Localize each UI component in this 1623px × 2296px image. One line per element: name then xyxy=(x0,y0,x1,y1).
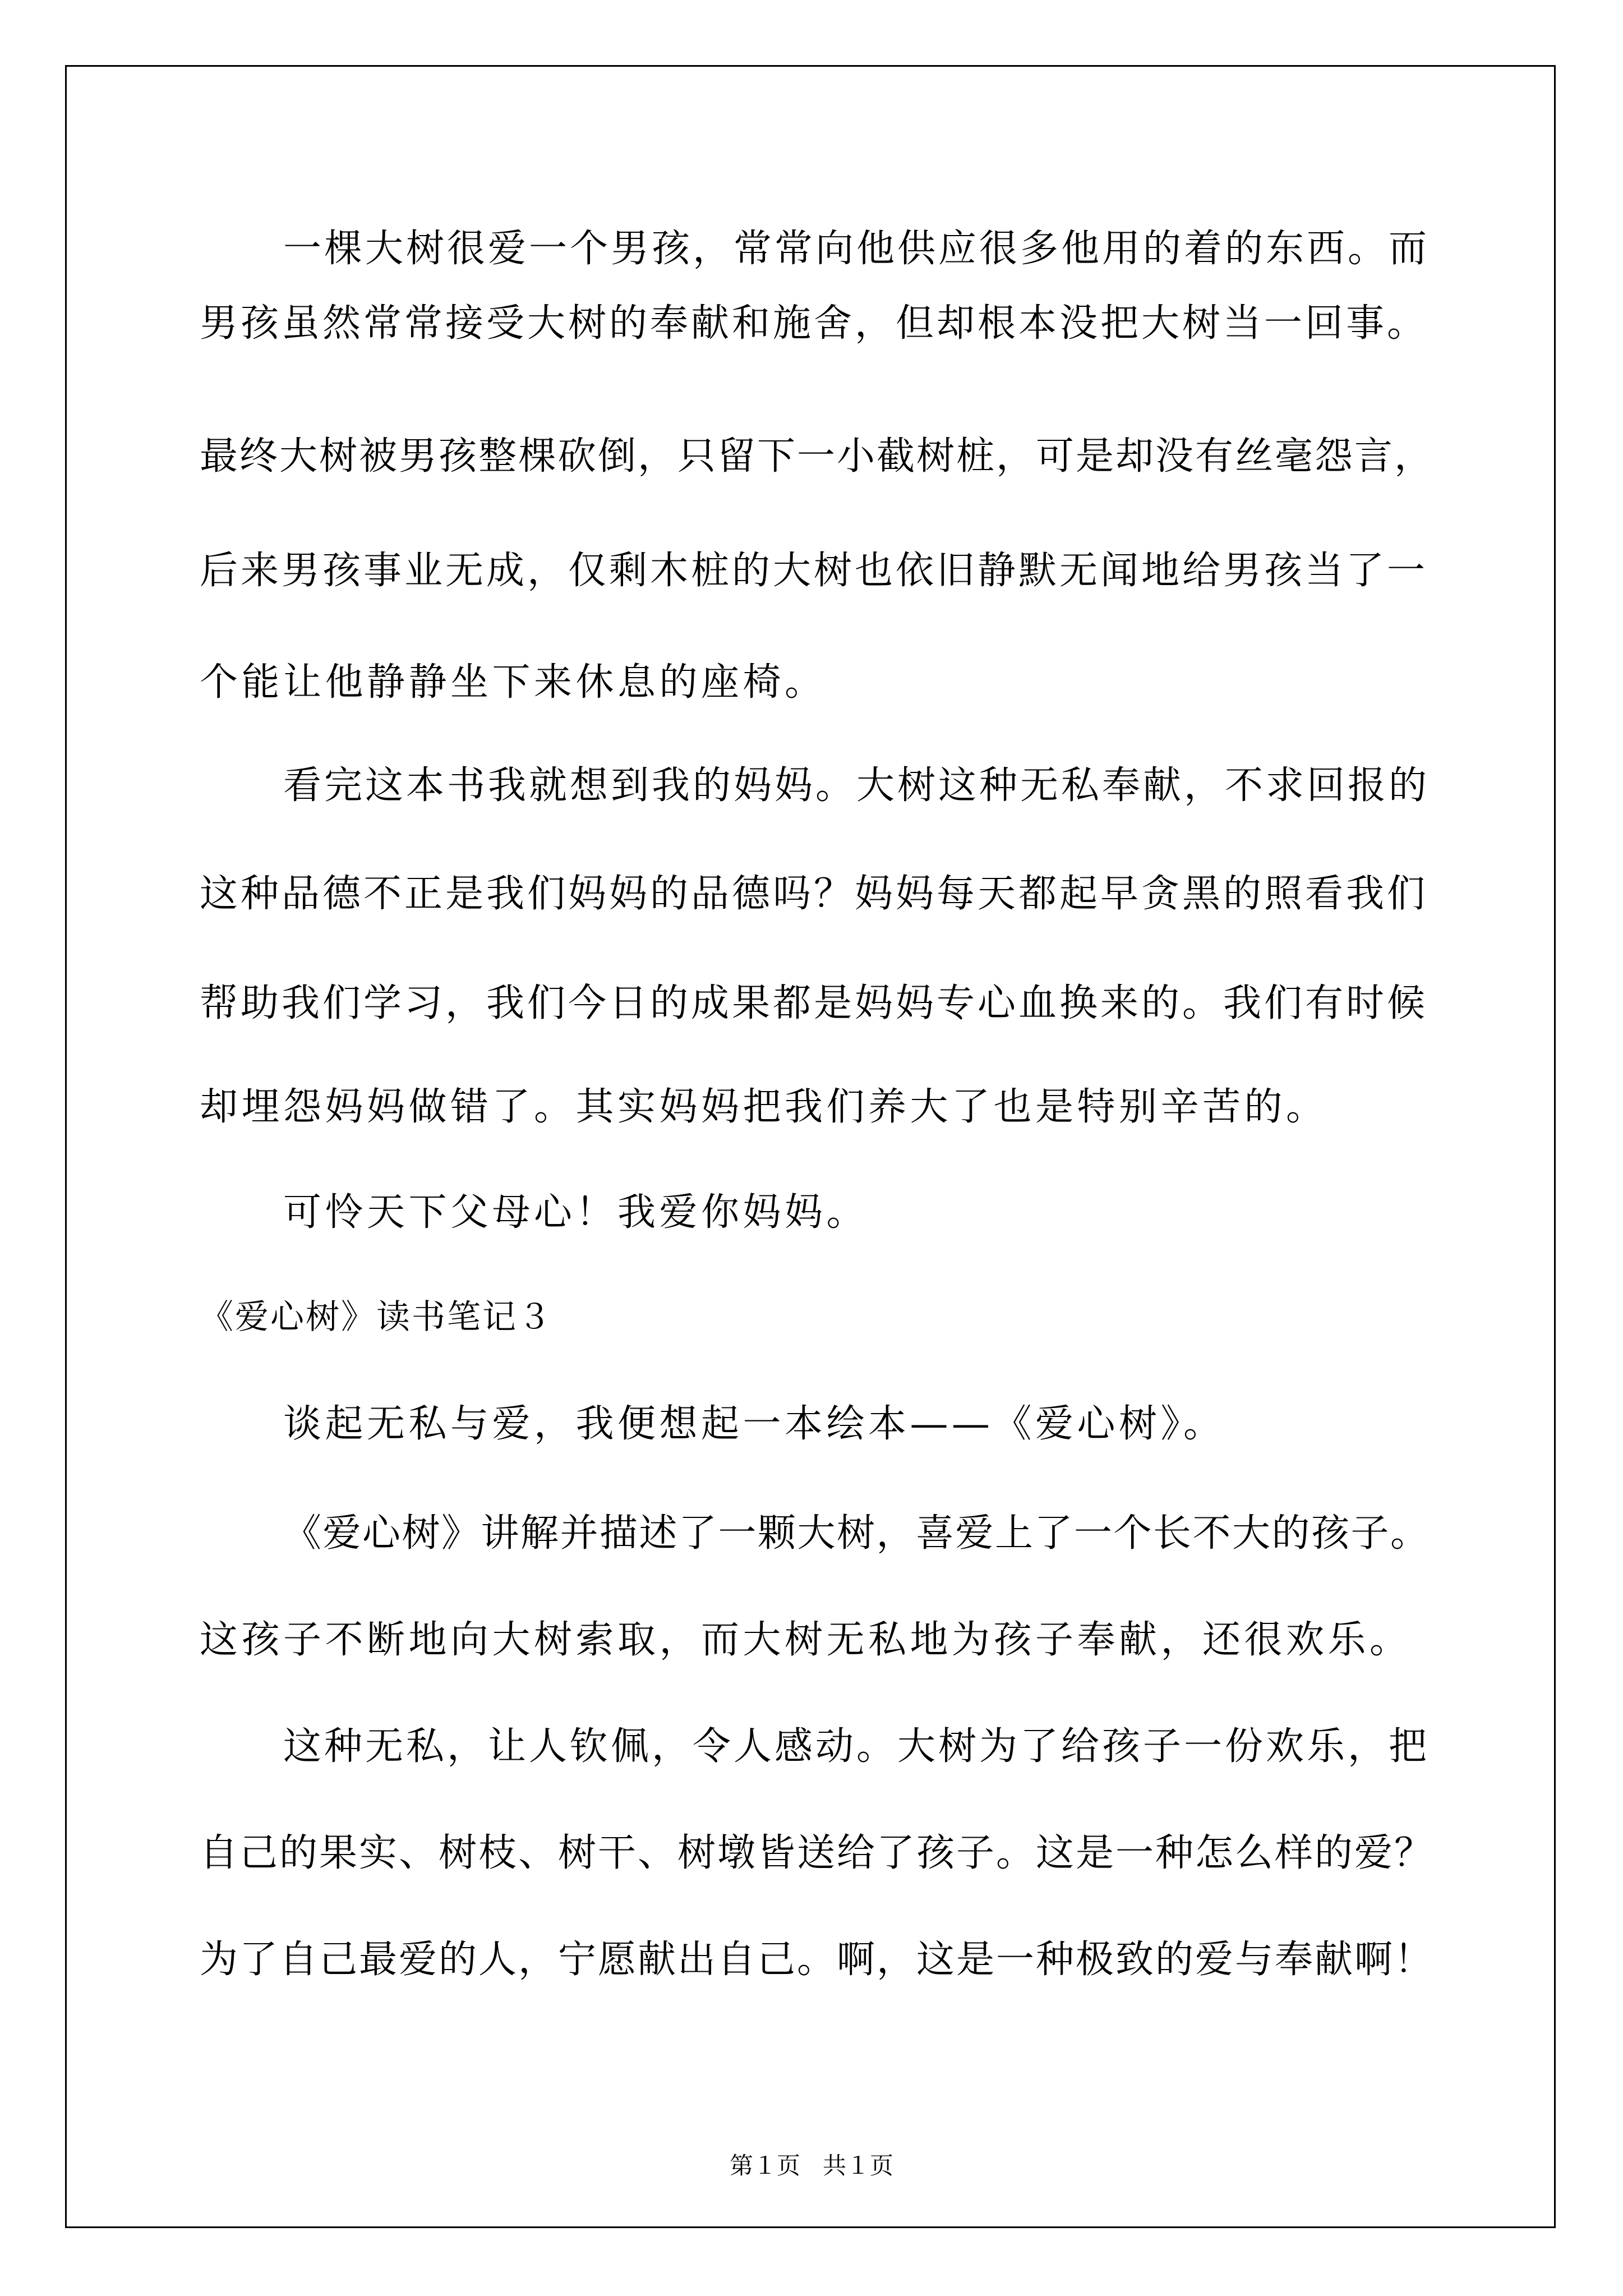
paragraph-2-line-3: 帮助我们学习，我们今日的成果都是妈妈专心血换来的。我们有时候 xyxy=(200,981,1428,1025)
paragraph-1-line-2: 男孩虽然常常接受大树的奉献和施舍，但却根本没把大树当一回事。 xyxy=(200,301,1428,346)
paragraph-2-line-1: 看完这本书我就想到我的妈妈。大树这种无私奉献，不求回报的 xyxy=(283,763,1430,808)
paragraph-5-line-1: 《爱心树》讲解并描述了一颗大树，喜爱上了一个长不大的孩子。 xyxy=(283,1511,1430,1556)
paragraph-6-line-3: 为了自己最爱的人，宁愿献出自己。啊，这是一种极致的爱与奉献啊！ xyxy=(200,1938,1435,1982)
page-footer xyxy=(0,2154,1623,2178)
page-border xyxy=(65,65,1556,2228)
paragraph-6-line-2: 自己的果实、树枝、树干、树墩皆送给了孩子。这是一种怎么样的爱？ xyxy=(200,1831,1435,1875)
paragraph-2-line-2: 这种品德不正是我们妈妈的品德吗？妈妈每天都起早贪黑的照看我们 xyxy=(200,872,1428,916)
paragraph-6-line-1: 这种无私，让人钦佩，令人感动。大树为了给孩子一份欢乐，把 xyxy=(283,1724,1430,1769)
paragraph-2-line-4: 却埋怨妈妈做错了。其实妈妈把我们养大了也是特别辛苦的。 xyxy=(200,1085,1328,1129)
paragraph-5-line-2: 这孩子不断地向大树索取，而大树无私地为孩子奉献，还很欢乐。 xyxy=(200,1618,1412,1662)
paragraph-3-line-1: 可怜天下父母心！我爱你妈妈。 xyxy=(283,1190,869,1235)
paragraph-1-line-1: 一棵大树很爱一个男孩，常常向他供应很多他用的着的东西。而 xyxy=(283,227,1430,271)
section-heading: 《爱心树》读书笔记３ xyxy=(200,1297,553,1337)
paragraph-1-line-3: 最终大树被男孩整棵砍倒，只留下一小截树桩，可是却没有丝毫怨言， xyxy=(200,434,1435,478)
paragraph-4-line-1: 谈起无私与爱，我便想起一本绘本——《爱心树》。 xyxy=(283,1402,1225,1446)
paragraph-1-line-4: 后来男孩事业无成，仅剩木桩的大树也依旧静默无闻地给男孩当了一 xyxy=(200,549,1428,593)
page-number: 第１页 共１页 xyxy=(729,2152,894,2179)
paragraph-1-line-5: 个能让他静静坐下来休息的座椅。 xyxy=(200,660,827,705)
